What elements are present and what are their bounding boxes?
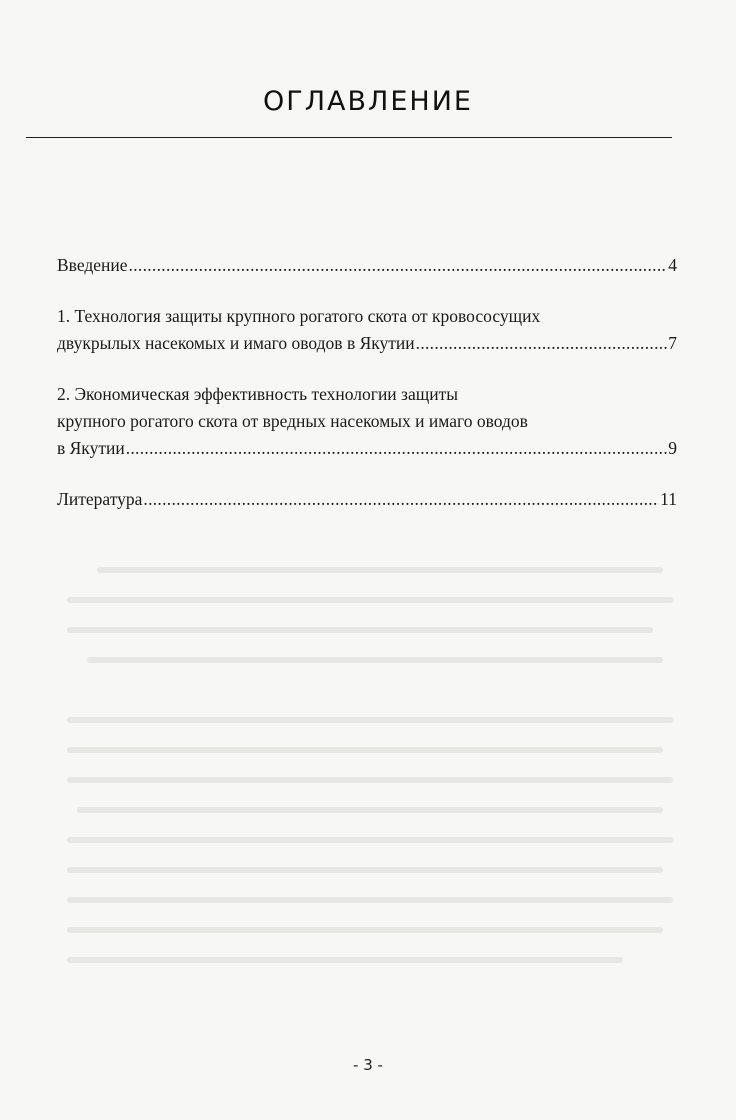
toc-entry-text: крупного рогатого скота от вредных насекомых и имаго оводов — [57, 411, 528, 431]
toc-entry-text: двукрылых насекомых и имаго оводов в Якутии — [57, 333, 415, 353]
page-number: - 3 - — [353, 1056, 383, 1074]
dot-leader — [416, 330, 668, 357]
toc-entry-text: 1. Технология защиты крупного рогатого скота от кровососущих — [57, 306, 541, 326]
toc-page-number: 4 — [668, 255, 677, 275]
toc-entry-references[interactable] — [57, 486, 677, 513]
toc-page-number: 9 — [668, 438, 677, 458]
title-divider — [26, 137, 672, 138]
toc-entry-text: Введение — [57, 255, 128, 275]
paper-show-through — [60, 560, 680, 1000]
table-of-contents — [57, 252, 677, 513]
toc-page-number: 11 — [660, 489, 677, 509]
dot-leader — [126, 435, 668, 462]
toc-entry-text: в Якутии — [57, 438, 125, 458]
toc-entry-chapter-1[interactable] — [57, 303, 677, 357]
toc-entry-text: Литература — [57, 489, 143, 509]
toc-entry-text: 2. Экономическая эффективность технологии защиты — [57, 384, 458, 404]
toc-page-number: 7 — [668, 333, 677, 353]
dot-leader — [143, 486, 659, 513]
dot-leader — [129, 252, 668, 279]
page-title: ОГЛАВЛЕНИЕ — [263, 86, 473, 117]
toc-entry-introduction[interactable] — [57, 252, 677, 279]
toc-entry-chapter-2[interactable] — [57, 381, 677, 462]
